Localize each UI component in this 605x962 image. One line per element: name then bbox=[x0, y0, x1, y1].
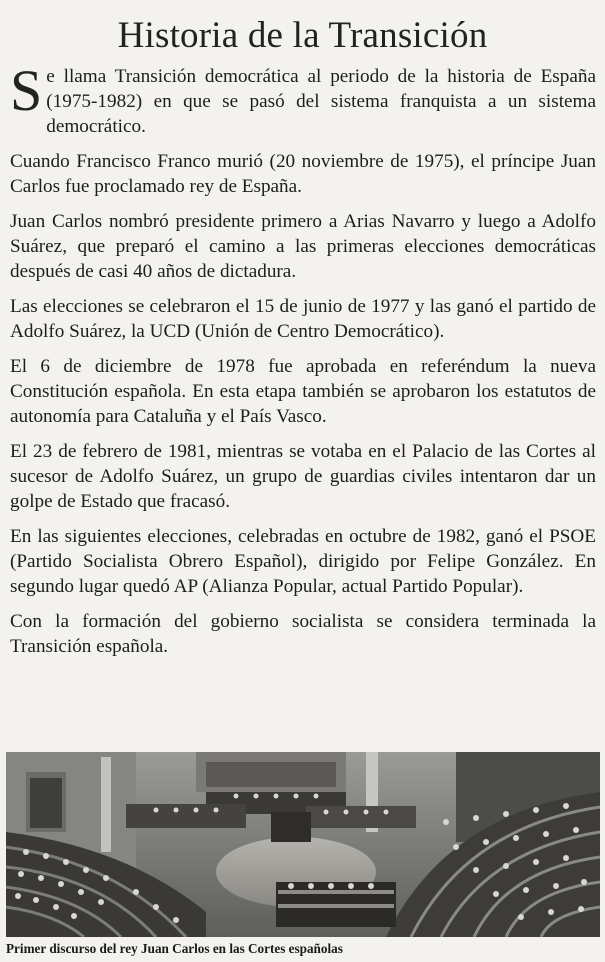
paragraph-constitution: El 6 de diciembre de 1978 fue aprobada en referéndum la nueva Constitución española. En esta etapa también se aprobaron los estatutos de autonomía para Cataluña y el País Vasco. bbox=[10, 356, 596, 427]
paragraph-franco: Cuando Francisco Franco murió (20 noviembre de 1975), el príncipe Juan Carlos fue proclamado rey de España. bbox=[10, 151, 596, 197]
parliament-photo bbox=[6, 752, 600, 937]
photo-caption: Primer discurso del rey Juan Carlos en las Cortes españolas bbox=[6, 941, 343, 956]
drop-cap: S bbox=[10, 58, 43, 123]
paragraph-elections-1982: En las siguientes elecciones, celebradas en octubre de 1982, ganó el PSOE (Partido Socialista Obrero Español), dirigido por Felipe González. En segundo lugar quedó AP (Alianza Popular, actual Partido Popular). bbox=[10, 526, 596, 597]
paragraph-suarez: Juan Carlos nombró presidente primero a Arias Navarro y luego a Adolfo Suárez, que preparó el camino a las primeras elecciones democráticas después de casi 40 años de dictadura. bbox=[10, 211, 596, 282]
paragraph-intro-text: e llama Transición democrática al periodo de la historia de España (1975-1982) en que se pasó del sistema franquista a un sistema democrático. bbox=[46, 66, 596, 137]
paragraph-elections-1977: Las elecciones se celebraron el 15 de junio de 1977 y las ganó el partido de Adolfo Suárez, la UCD (Unión de Centro Democrático). bbox=[10, 296, 596, 342]
paragraph-coup-1981: El 23 de febrero de 1981, mientras se votaba en el Palacio de las Cortes al sucesor de Adolfo Suárez, un grupo de guardias civiles intentaron dar un golpe de Estado que fracasó. bbox=[10, 441, 596, 512]
parliament-chamber-image bbox=[6, 752, 600, 937]
paragraph-conclusion: Con la formación del gobierno socialista se considera terminada la Transición española. bbox=[10, 611, 596, 657]
page-title: Historia de la Transición bbox=[117, 15, 488, 56]
article-body bbox=[10, 58, 596, 669]
paragraph-intro bbox=[10, 58, 596, 139]
